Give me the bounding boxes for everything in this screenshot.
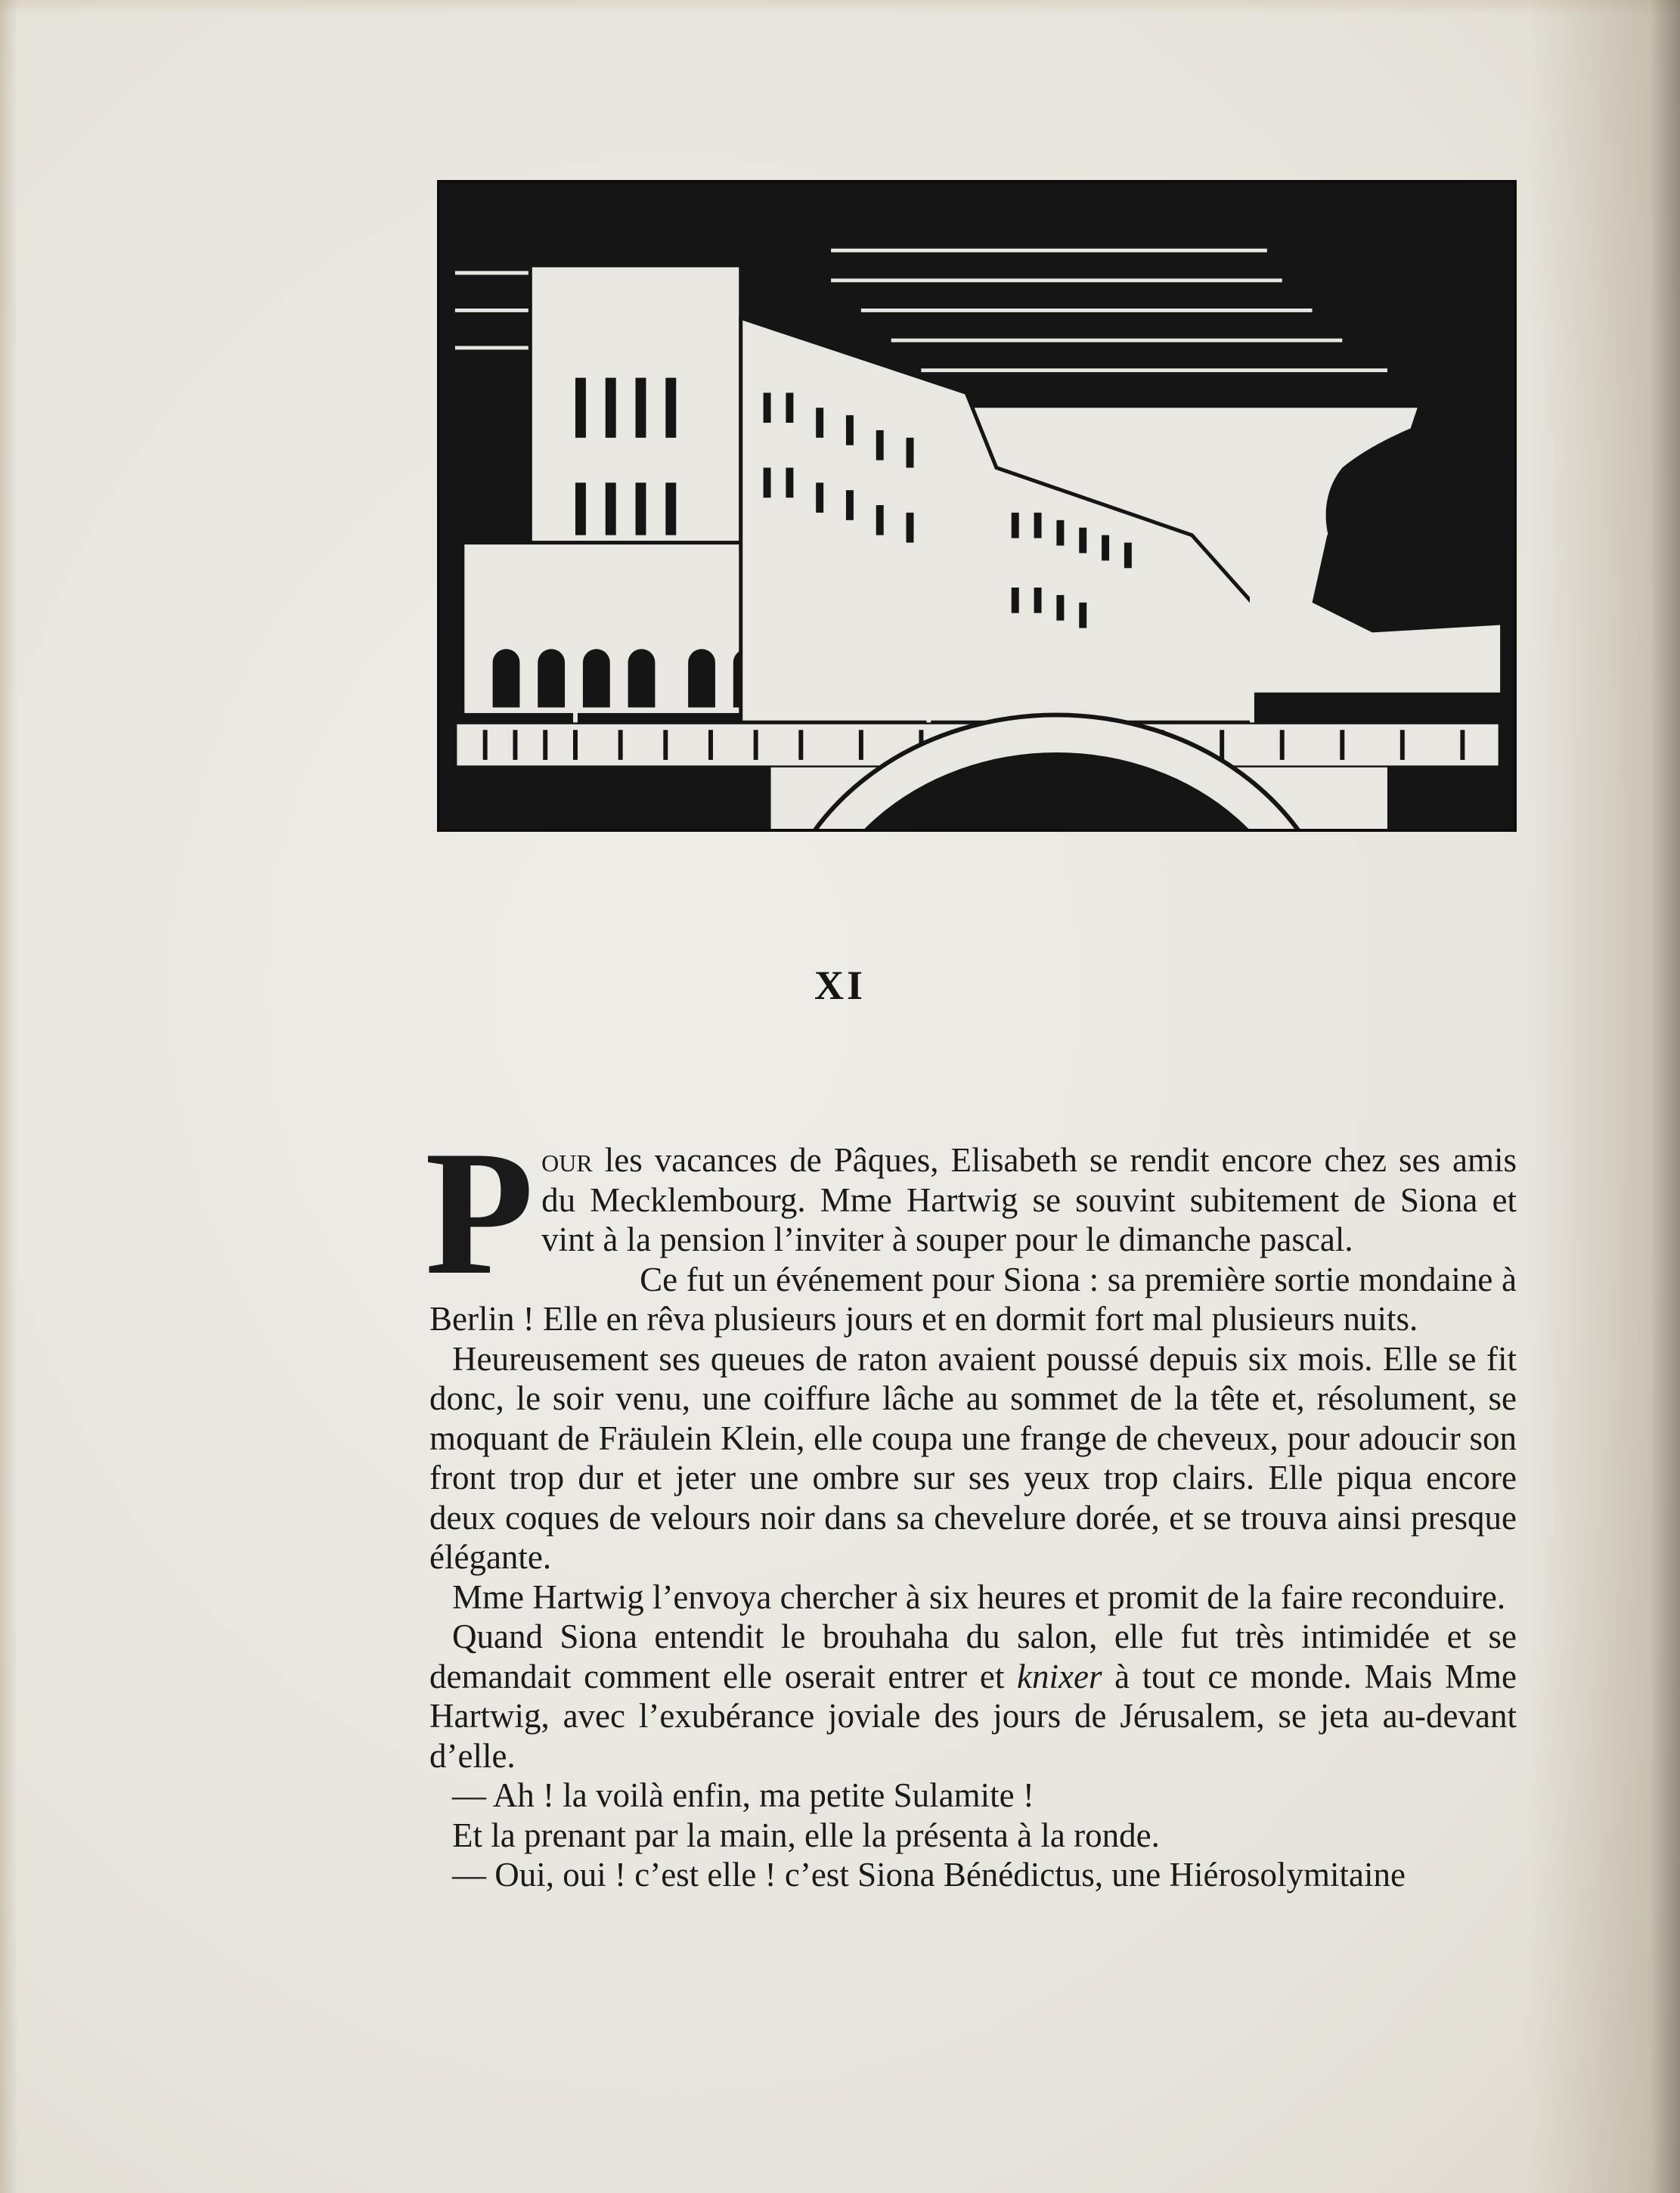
chapter-number: XI: [814, 963, 866, 1008]
woodcut-illustration: [437, 180, 1517, 832]
dialogue-line: — Oui, oui ! c’est elle ! c’est Siona Bénédictus, une Hiérosolymitaine: [452, 1856, 1406, 1894]
paragraph-text: Quand Siona entendit le brouhaha du salon, elle fut très intimidée et se demandait comment elle oserait entrer et: [429, 1618, 1517, 1695]
paragraph: [429, 1617, 1517, 1776]
paragraph: Et la prenant par la main, elle la présenta à la ronde.: [452, 1816, 1160, 1854]
drop-cap: P: [425, 1115, 535, 1312]
bridge-engraving: [440, 183, 1514, 829]
paragraph-text: les vacances de Pâques, Elisabeth se rendit encore chez ses amis du Mecklembourg. Mme Hartwig se souvint subitement de Siona et vint à la pension l’inviter à souper pour le dimanche pascal.: [541, 1141, 1517, 1258]
paragraph: Heureusement ses queues de raton avaient poussé depuis six mois. Elle se fit donc, le soir venu, une coiffure lâche au sommet de la tête et, résolument, se moquant de Fräulein Klein, elle coupa une frange de cheveux, pour adoucir son front trop dur et jeter une ombre sur ses yeux trop clairs. Elle piqua encore deux coques de velours noir dans sa chevelure dorée, et se trouva ainsi presque élégante.: [429, 1339, 1517, 1576]
dialogue-line: — Ah ! la voilà enfin, ma petite Sulamite !: [452, 1776, 1034, 1814]
drop-cap-continuation: our: [541, 1141, 593, 1179]
paragraph: Mme Hartwig l’envoya chercher à six heures et promit de la faire reconduire.: [452, 1577, 1506, 1616]
italic-word: knixer: [1017, 1657, 1102, 1695]
paragraph-text: à tout ce monde. Mais Mme Hartwig, avec l’exubérance joviale des jours de Jérusalem, se jeta au-devant d’elle.: [429, 1657, 1517, 1775]
chapter-body-text: [425, 1115, 1517, 1895]
paragraph: Ce fut un événement pour Siona : sa première sortie mondaine à Berlin ! Elle en rêva plusieurs jours et en dormit fort mal plusieurs nuits.: [429, 1260, 1517, 1338]
